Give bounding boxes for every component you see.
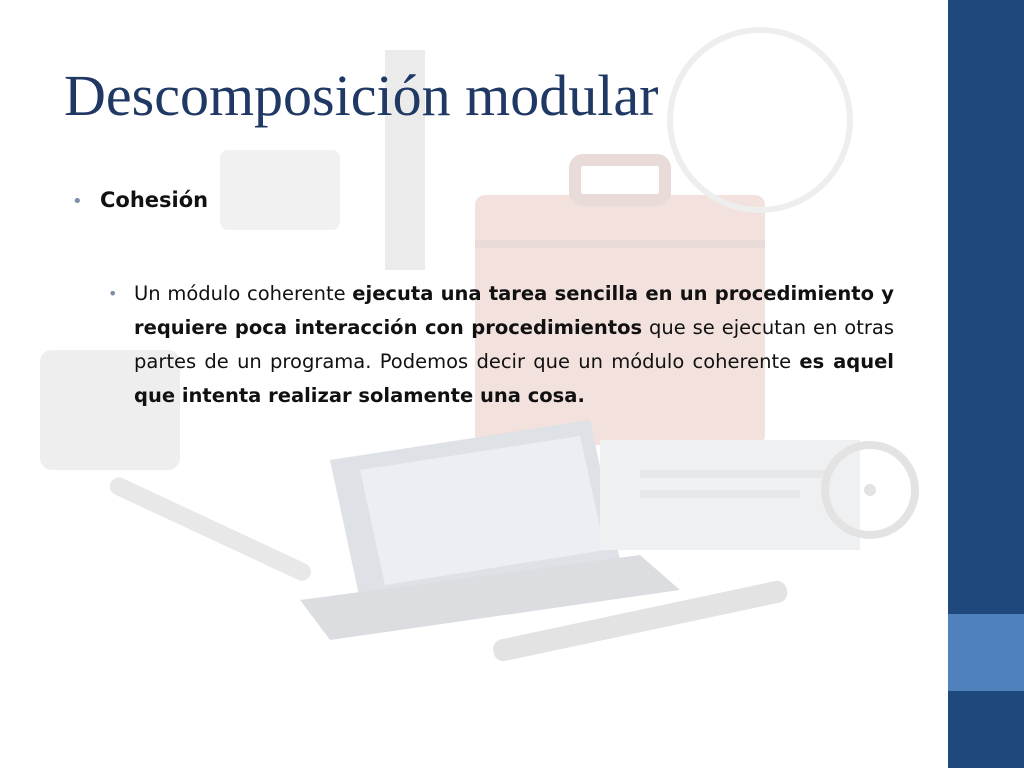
paragraph-segment-bold: ejecuta una tarea sencilla en un procedimiento y requiere poca interacción con procedimientos	[134, 282, 894, 339]
slide-title: Descomposición modular	[64, 63, 659, 128]
side-accent-band-highlight	[948, 614, 1024, 691]
bullet-heading	[72, 188, 912, 212]
bullet-paragraph	[108, 277, 894, 413]
paragraph-segment-bold: es aquel que intenta realizar solamente una cosa.	[134, 350, 894, 407]
heading-text: Cohesión	[100, 188, 209, 212]
bullet-icon: •	[72, 191, 83, 212]
paragraph-text	[134, 277, 894, 413]
paragraph-segment: que se ejecutan en otras partes de un programa. Podemos decir que un módulo coherente	[134, 316, 894, 373]
paragraph-segment: Un módulo coherente	[134, 282, 353, 305]
bullet-icon: •	[108, 284, 118, 303]
